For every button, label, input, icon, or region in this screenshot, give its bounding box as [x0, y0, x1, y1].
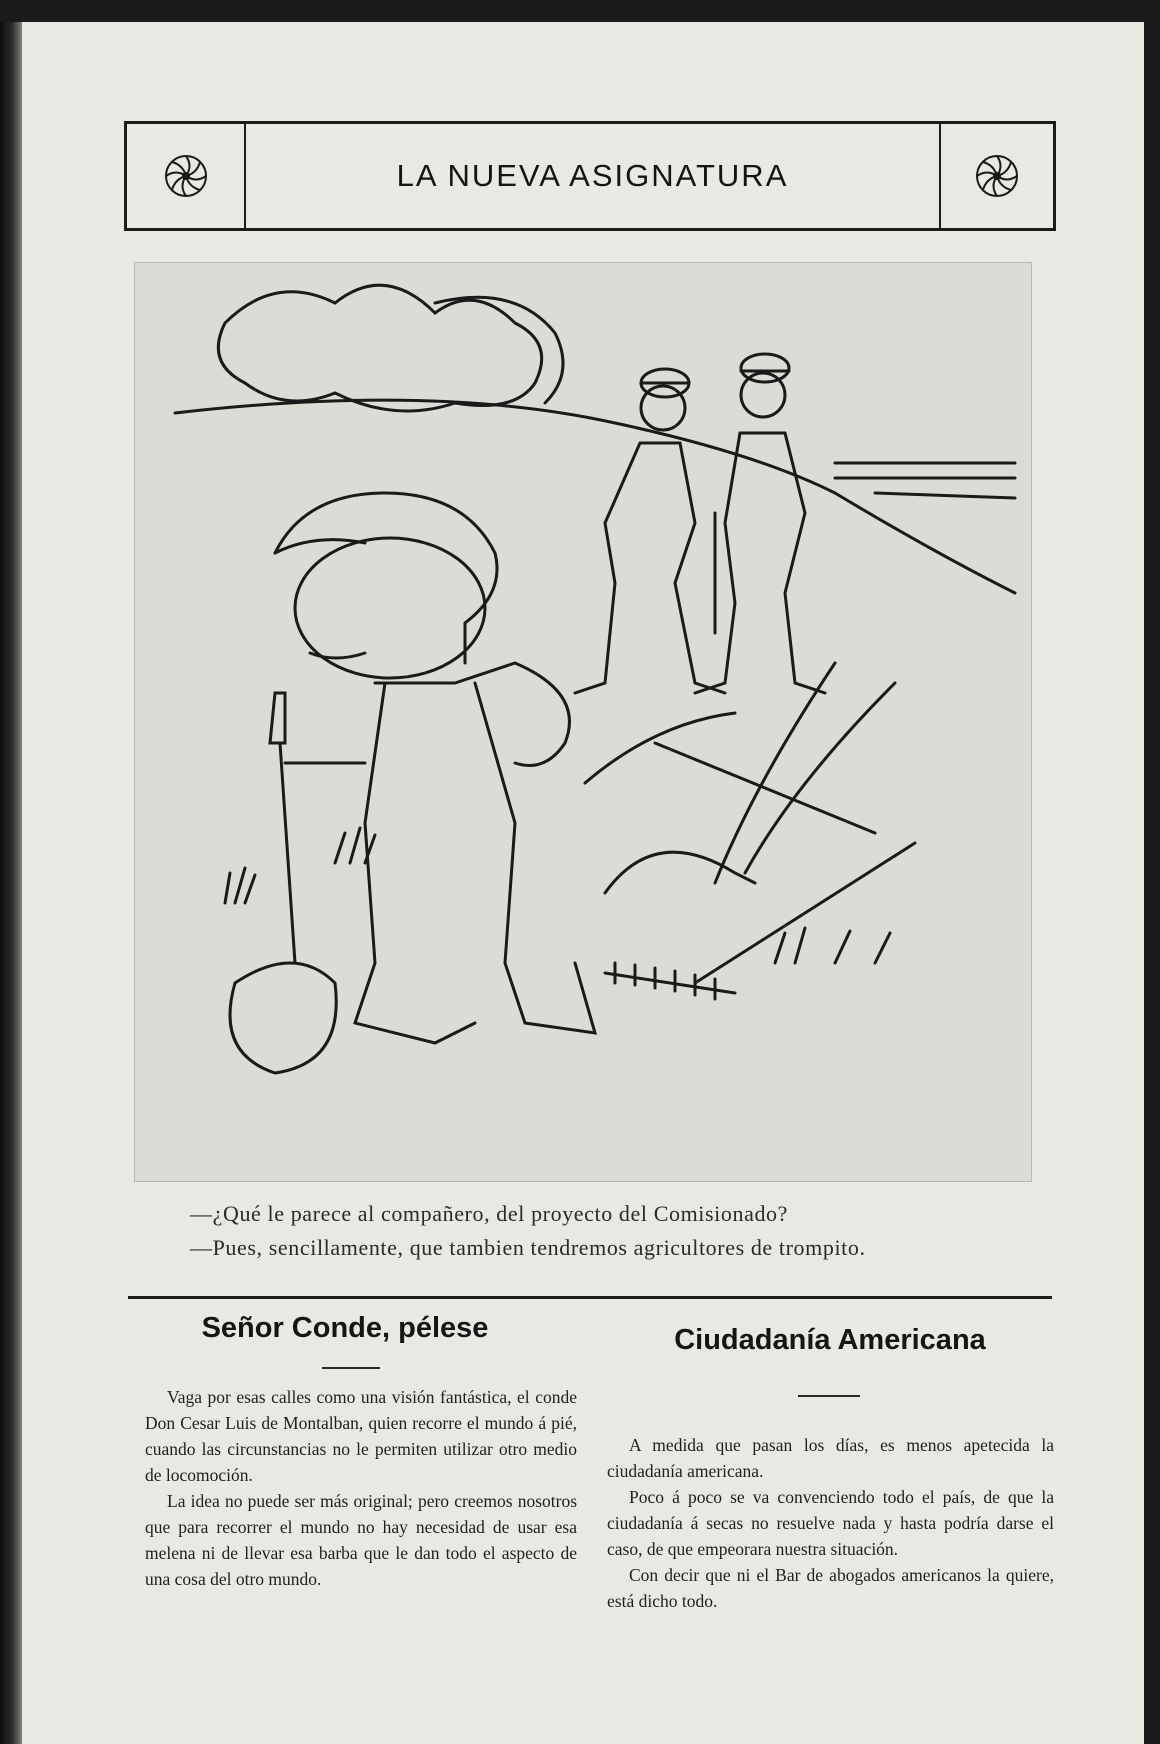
grass-tuft: [775, 928, 890, 963]
cloud-swirl: [435, 297, 563, 403]
article-left-body: [145, 1384, 577, 1592]
cloud-shape: [218, 285, 541, 411]
article-right-title-rule: [798, 1395, 860, 1397]
page-title: LA NUEVA ASIGNATURA: [396, 158, 789, 193]
pickaxe: [585, 713, 875, 833]
grass-tuft: [225, 868, 255, 903]
article-left-title: Señor Conde, pélese: [201, 1312, 489, 1344]
plow: [605, 663, 895, 893]
article-right-title: Ciudadanía Americana: [674, 1324, 986, 1356]
caricature-figure: [275, 493, 595, 1043]
title-frame: [124, 121, 1056, 231]
article-right-paragraph: A medida que pasan los días, es menos apetecida la ciudadanía americana.: [607, 1435, 1054, 1481]
article-left-title-rule: [322, 1367, 380, 1369]
pinwheel-ornament-icon: [972, 151, 1022, 201]
cartoon-drawing: [135, 263, 1031, 1181]
article-left-paragraph: La idea no puede ser más original; pero creemos nosotros que para recorrer el mundo no hay necesidad de usar esa melena ni de llevar esa barba que le dan todo el aspecto de una cosa del otro mundo.: [145, 1491, 577, 1589]
article-left-paragraph: Vaga por esas calles como una visión fantástica, el conde Don Cesar Luis de Montalban, quien recorre el mundo á pié, cuando las circunstancias no le permiten utilizar otro medio de locomoción.: [145, 1387, 577, 1485]
article-right-body: [607, 1432, 1054, 1614]
section-divider: [128, 1296, 1052, 1299]
article-right-paragraph: Poco á poco se va convenciendo todo el país, de que la ciudadanía á secas no resuelve nada y hasta podría darse el caso, de que empeorara nuestra situación.: [607, 1487, 1054, 1559]
standing-man-1: [575, 369, 725, 693]
grass-tuft: [335, 828, 375, 863]
caption-line-1: —¿Qué le parece al compañero, del proyecto del Comisionado?: [190, 1201, 789, 1226]
rake: [605, 843, 915, 999]
standing-man-2: [695, 354, 825, 693]
sea-line: [835, 463, 1015, 498]
pinwheel-ornament-icon: [161, 151, 211, 201]
right-ornament-cell: [939, 124, 1053, 228]
article-right-paragraph: Con decir que ni el Bar de abogados americanos la quiere, está dicho todo.: [607, 1565, 1054, 1611]
left-ornament-cell: [127, 124, 246, 228]
cartoon-illustration: [134, 262, 1032, 1182]
hill-line: [175, 400, 1015, 593]
shovel: [230, 693, 336, 1073]
caption-line-2: —Pues, sencillamente, que tambien tendremos agricultores de trompito.: [190, 1235, 866, 1260]
